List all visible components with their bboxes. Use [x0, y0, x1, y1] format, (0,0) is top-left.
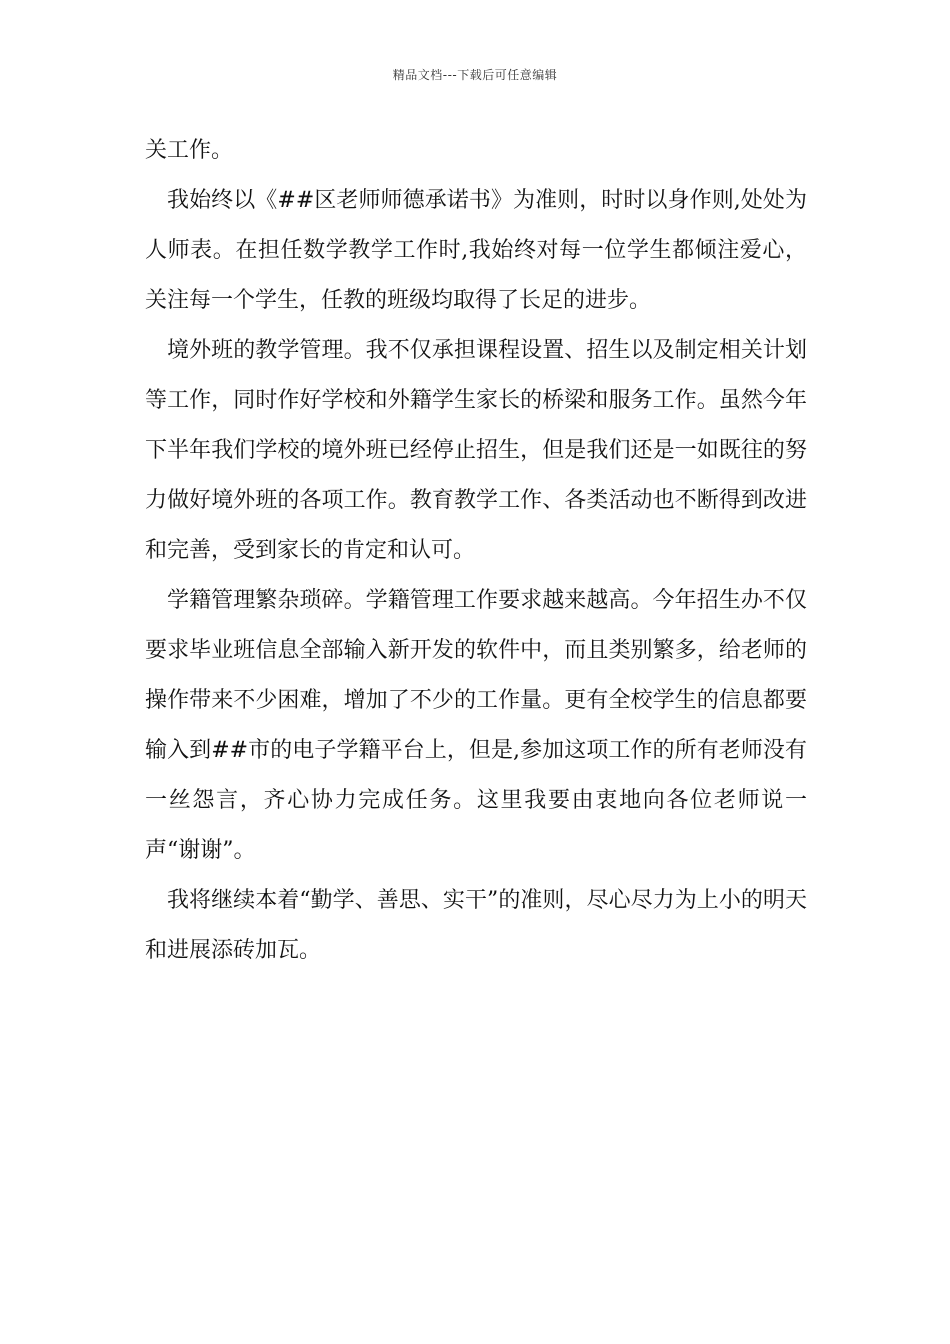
- paragraph-3: 境外班的教学管理。我不仅承担课程设置、招生以及制定相关计划等工作，同时作好学校和外籍学生家长的桥梁和服务工作。虽然今年下半年我们学校的境外班已经停止招生，但是我们还是一如既往的努力做好境外班的各项工作。教育教学工作、各类活动也不断得到改进和完善，受到家长的肯定和认可。: [145, 338, 807, 563]
- paragraph-1: 关工作。: [145, 138, 234, 163]
- paragraph-4: 学籍管理繁杂琐碎。学籍管理工作要求越来越高。今年招生办不仅要求毕业班信息全部输入新开发的软件中，而且类别繁多，给老师的操作带来不少困难，增加了不少的工作量。更有全校学生的信息都要输入到##市的电子学籍平台上，但是,参加这项工作的所有老师没有一丝怨言，齐心协力完成任务。这里我要由衷地向各位老师说一声“谢谢”。: [145, 588, 807, 863]
- paragraph-5: 我将继续本着“勤学、善思、实干”的准则，尽心尽力为上小的明天和进展添砖加瓦。: [145, 888, 807, 963]
- paragraph-2: 我始终以《##区老师师德承诺书》为准则，时时以身作则,处处为人师表。在担任数学教学工作时,我始终对每一位学生都倾注爱心，关注每一个学生，任教的班级均取得了长足的进步。: [145, 188, 807, 313]
- page-header: 精品文档---下载后可任意编辑: [392, 68, 558, 82]
- document-body: [145, 126, 807, 976]
